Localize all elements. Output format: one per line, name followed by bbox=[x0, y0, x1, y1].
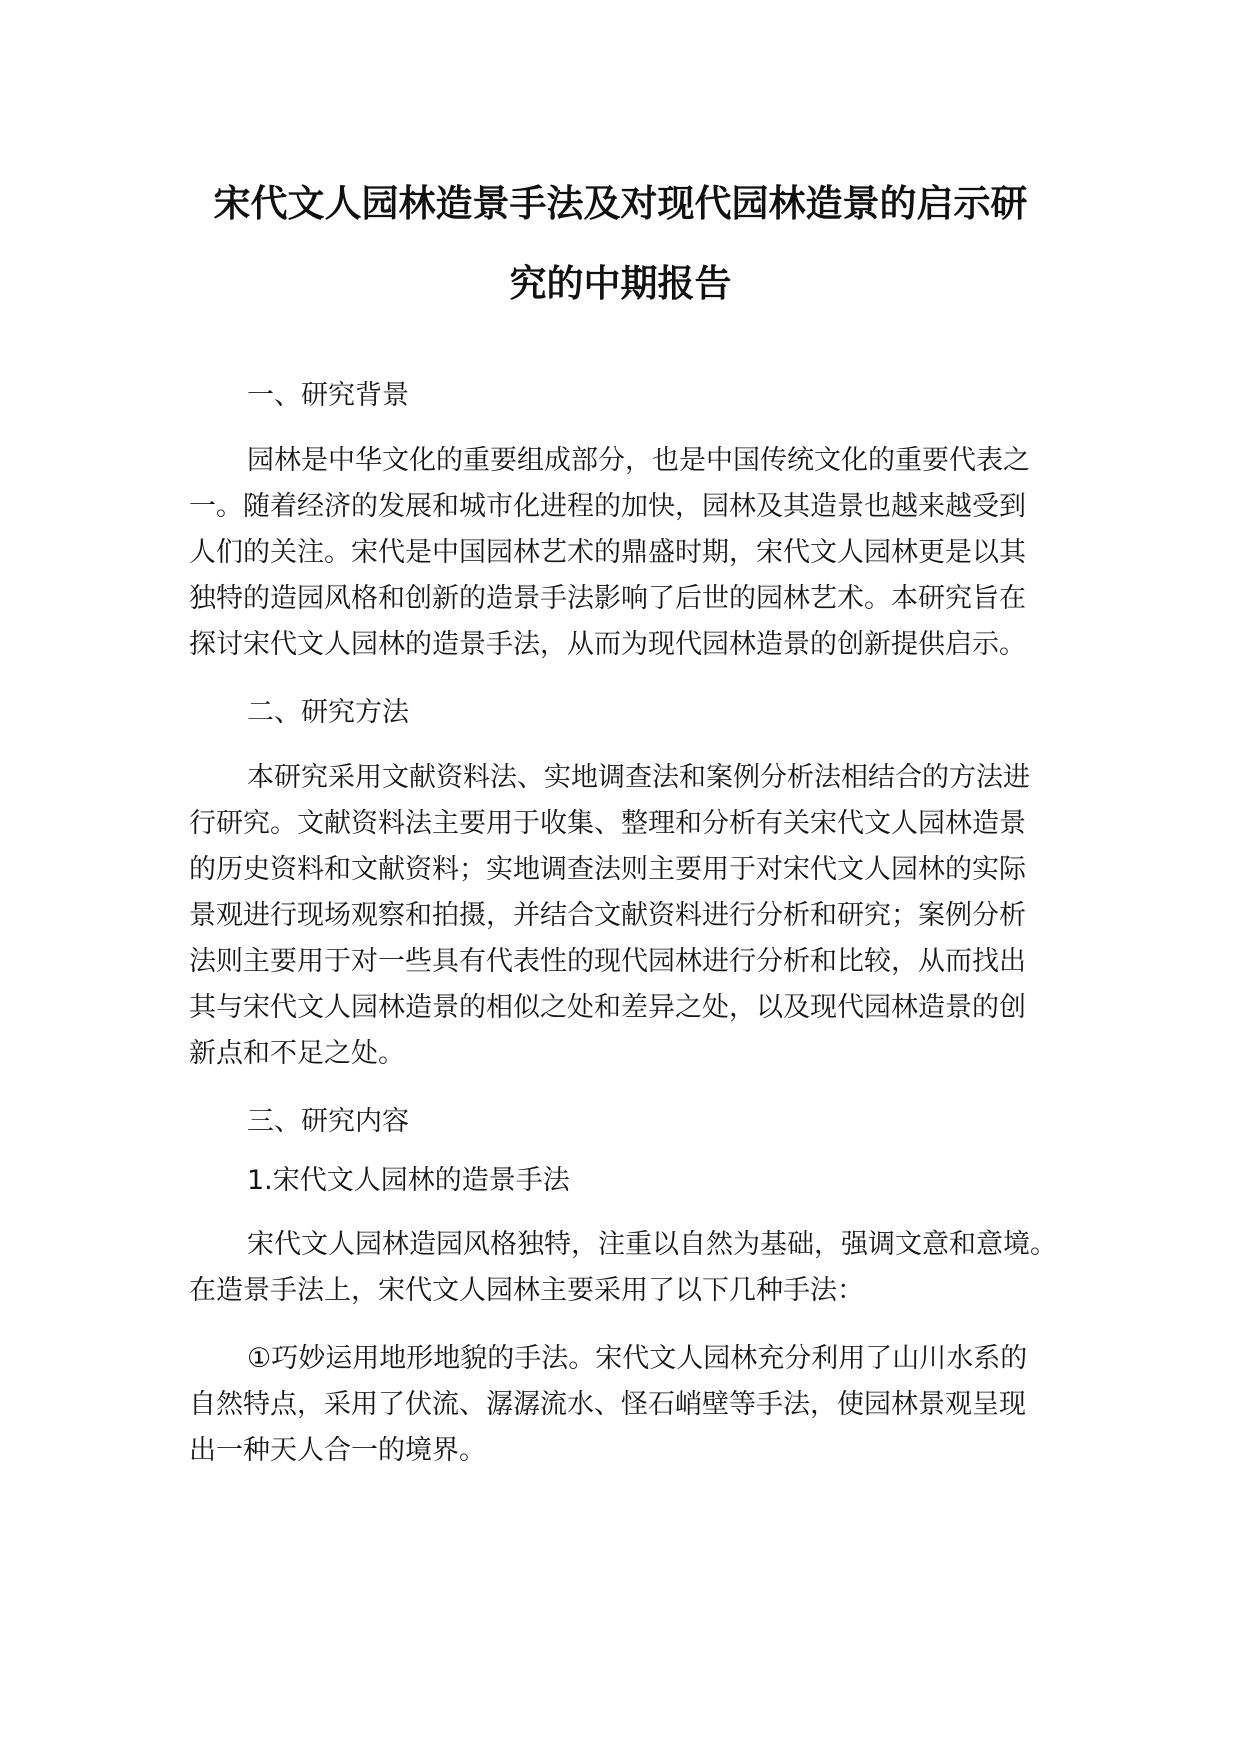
paragraph-line: 园林是中华文化的重要组成部分，也是中国传统文化的重要代表之 bbox=[247, 445, 1030, 476]
document-title-line-2: 究的中期报告 bbox=[509, 262, 732, 305]
paragraph-background bbox=[189, 438, 1059, 668]
paragraph-line: 行研究。文献资料法主要用于收集、整理和分析有关宋代文人园林造景 bbox=[189, 808, 1026, 839]
section-heading-background: 一、研究背景 bbox=[247, 380, 409, 411]
document-title-line-1: 宋代文人园林造景手法及对现代园林造景的启示研 bbox=[213, 182, 1028, 225]
paragraph-line: 宋代文人园林造园风格独特，注重以自然为基础，强调文意和意境。 bbox=[247, 1229, 1057, 1260]
paragraph-line: ①巧妙运用地形地貌的手法。宋代文人园林充分利用了山川水系的 bbox=[247, 1343, 1028, 1374]
paragraph-line: 景观进行现场观察和拍摄，并结合文献资料进行分析和研究；案例分析 bbox=[189, 900, 1026, 931]
paragraph-methods bbox=[189, 755, 1059, 1077]
paragraph-line: 新点和不足之处。 bbox=[189, 1038, 405, 1069]
paragraph-line: 的历史资料和文献资料；实地调查法则主要用于对宋代文人园林的实际 bbox=[189, 854, 1026, 885]
paragraph-content-technique-1 bbox=[189, 1336, 1059, 1474]
paragraph-line: 独特的造园风格和创新的造景手法影响了后世的园林艺术。本研究旨在 bbox=[189, 583, 1026, 614]
paragraph-line: 出一种天人合一的境界。 bbox=[189, 1435, 486, 1466]
paragraph-line: 人们的关注。宋代是中国园林艺术的鼎盛时期，宋代文人园林更是以其 bbox=[189, 537, 1026, 568]
section-heading-content: 三、研究内容 bbox=[247, 1106, 409, 1137]
paragraph-line: 一。随着经济的发展和城市化进程的加快，园林及其造景也越来越受到 bbox=[189, 491, 1026, 522]
paragraph-line: 探讨宋代文人园林的造景手法，从而为现代园林造景的创新提供启示。 bbox=[189, 629, 1026, 660]
section-heading-methods: 二、研究方法 bbox=[247, 697, 409, 728]
paragraph-line: 本研究采用文献资料法、实地调查法和案例分析法相结合的方法进 bbox=[247, 762, 1030, 793]
paragraph-content-intro bbox=[189, 1222, 1059, 1314]
paragraph-line: 其与宋代文人园林造景的相似之处和差异之处，以及现代园林造景的创 bbox=[189, 992, 1026, 1023]
paragraph-line: 法则主要用于对一些具有代表性的现代园林进行分析和比较，从而找出 bbox=[189, 946, 1026, 977]
paragraph-line: 自然特点，采用了伏流、潺潺流水、怪石峭壁等手法，使园林景观呈现 bbox=[189, 1389, 1026, 1420]
paragraph-line: 在造景手法上，宋代文人园林主要采用了以下几种手法： bbox=[189, 1275, 864, 1306]
subsection-heading: 1.宋代文人园林的造景手法 bbox=[247, 1165, 570, 1196]
